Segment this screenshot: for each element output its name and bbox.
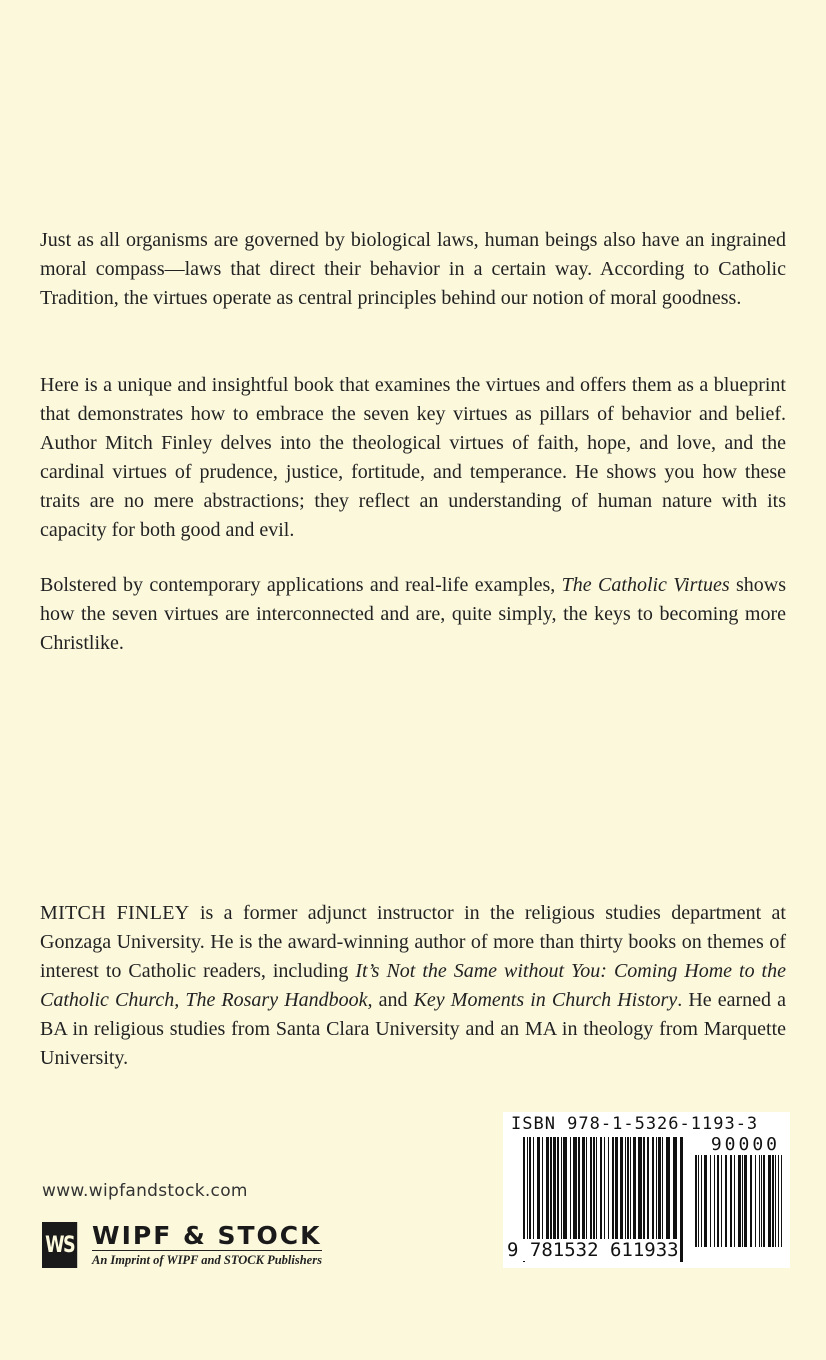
barcode-bar: [633, 1137, 636, 1252]
barcode-bar: [750, 1155, 752, 1247]
barcode-bar: [781, 1155, 782, 1247]
text-segment: . He earned a BA in religious studies from Santa Clara University and an MA in theology from Marquette University.: [40, 989, 786, 1069]
text-segment: The Catholic Virtues: [561, 574, 730, 596]
barcode-bar: [744, 1155, 747, 1247]
barcode-bar: [608, 1137, 609, 1252]
barcode-bar: [647, 1137, 649, 1252]
barcode-bar: [625, 1137, 626, 1252]
barcode-bar: [557, 1137, 559, 1252]
text-segment: It’s Not the Same without You: Coming Home to the Catholic Church, The Rosary Handbook,: [40, 960, 786, 1011]
barcode-bar: [627, 1137, 629, 1252]
barcode-bar: [673, 1137, 677, 1252]
barcode-bar: [656, 1137, 657, 1252]
author-name: MITCH FINLEY: [40, 902, 190, 924]
barcode-bar: [561, 1137, 562, 1252]
barcode-bar: [761, 1155, 762, 1247]
barcode-bar: [533, 1137, 534, 1252]
barcode-bar: [527, 1137, 528, 1252]
publisher-logo: [42, 1222, 322, 1268]
description-paragraph-3: [40, 571, 786, 658]
barcode-bar: [537, 1137, 540, 1252]
text-segment: Here is a unique and insightful book that examines the virtues and offers them as a blueprint that demonstrates how to embrace the seven key virtues as pillars of behavior and belief. Author Mitch Finley delves into the theological virtues of faith, hope, and love, and the cardinal virtues of prudence, justice, fortitude, and temperance. He shows you how these traits are no mere abstractions; they reflect an understanding of human nature with its capacity for both good and evil.: [40, 374, 786, 541]
barcode-bar: [698, 1155, 699, 1247]
barcode-bar: [550, 1137, 552, 1252]
barcode-bar: [612, 1137, 614, 1252]
text-segment: and: [372, 989, 414, 1011]
barcode-bar: [573, 1137, 577, 1252]
barcode-bar: [714, 1155, 715, 1247]
publisher-url: www.wipfandstock.com: [42, 1181, 248, 1201]
barcode-bar: [778, 1155, 779, 1247]
barcode-bar: [666, 1137, 670, 1252]
barcode-bar: [738, 1155, 741, 1247]
barcode-bar: [704, 1155, 707, 1247]
ws-logo-icon: WS: [42, 1222, 77, 1268]
barcode-bar: [768, 1155, 771, 1247]
text-segment: Just as all organisms are governed by biological laws, human beings also have an ingrained moral compass—laws that direct their behavior in a certain way. According to Catholic Tradition, the virtues operate as central principles behind our notion of moral goodness.: [40, 229, 786, 309]
price-addon: 90000: [710, 1134, 780, 1155]
barcode-bar: [742, 1155, 743, 1247]
barcode-bar: [546, 1137, 549, 1252]
description-paragraph-1: [40, 226, 786, 313]
barcode-bar: [615, 1137, 618, 1252]
barcode-bar: [630, 1137, 631, 1252]
barcode-bar: [772, 1155, 774, 1247]
barcode-bar: [717, 1155, 719, 1247]
barcode-bar: [755, 1155, 756, 1247]
author-bio: [40, 899, 786, 1073]
barcode-bar: [701, 1155, 702, 1247]
description-paragraph-2: [40, 371, 786, 545]
barcode-bar: [586, 1137, 587, 1252]
barcode-bar: [734, 1155, 735, 1247]
text-segment: Bolstered by contemporary applications and real-life examples,: [40, 574, 562, 596]
isbn-barcode: [503, 1112, 790, 1268]
isbn-label: ISBN 978-1-5326-1193-3: [511, 1114, 759, 1134]
text-segment: is a former adjunct instructor in the religious studies department at Gonzaga University. He is the award-winning author of more than thirty books on themes of interest to Catholic readers, including: [40, 902, 786, 982]
barcode-bar: [596, 1137, 597, 1252]
barcode-digits: 9 781532 611933: [507, 1239, 679, 1261]
barcode-bar: [652, 1137, 654, 1252]
barcode-bar: [600, 1137, 602, 1252]
barcode-bar: [570, 1137, 571, 1252]
text-segment: shows how the seven virtues are interconnected and are, quite simply, the keys to becoming more Christlike.: [40, 574, 786, 654]
barcode-bar: [710, 1155, 711, 1247]
barcode-bar: [759, 1155, 760, 1247]
barcode-bar: [763, 1155, 765, 1247]
barcode-bar: [542, 1137, 543, 1252]
barcode-bar: [658, 1137, 661, 1252]
barcode-bar: [590, 1137, 592, 1252]
barcode-bar: [582, 1137, 585, 1252]
text-segment: Key Moments in Church History: [413, 989, 678, 1011]
publisher-imprint: An Imprint of WIPF and STOCK Publishers: [92, 1253, 322, 1267]
barcode-bar: [620, 1137, 623, 1252]
barcode-bar: [775, 1155, 776, 1247]
publisher-name: WIPF & STOCK: [92, 1221, 322, 1250]
barcode-bar: [578, 1137, 580, 1252]
barcode-bar: [553, 1137, 556, 1252]
barcode-bar: [662, 1137, 663, 1252]
barcode-bar: [680, 1137, 683, 1262]
barcode-bar: [643, 1137, 645, 1252]
barcode-bar: [563, 1137, 567, 1252]
barcode-bar: [593, 1137, 595, 1252]
barcode-bar: [725, 1155, 727, 1247]
barcode-bar: [604, 1137, 605, 1252]
barcode-bar: [721, 1155, 722, 1247]
barcode-bar: [695, 1155, 697, 1247]
barcode-bar: [730, 1155, 732, 1247]
barcode-bar: [529, 1137, 531, 1252]
barcode-bar: [638, 1137, 642, 1252]
